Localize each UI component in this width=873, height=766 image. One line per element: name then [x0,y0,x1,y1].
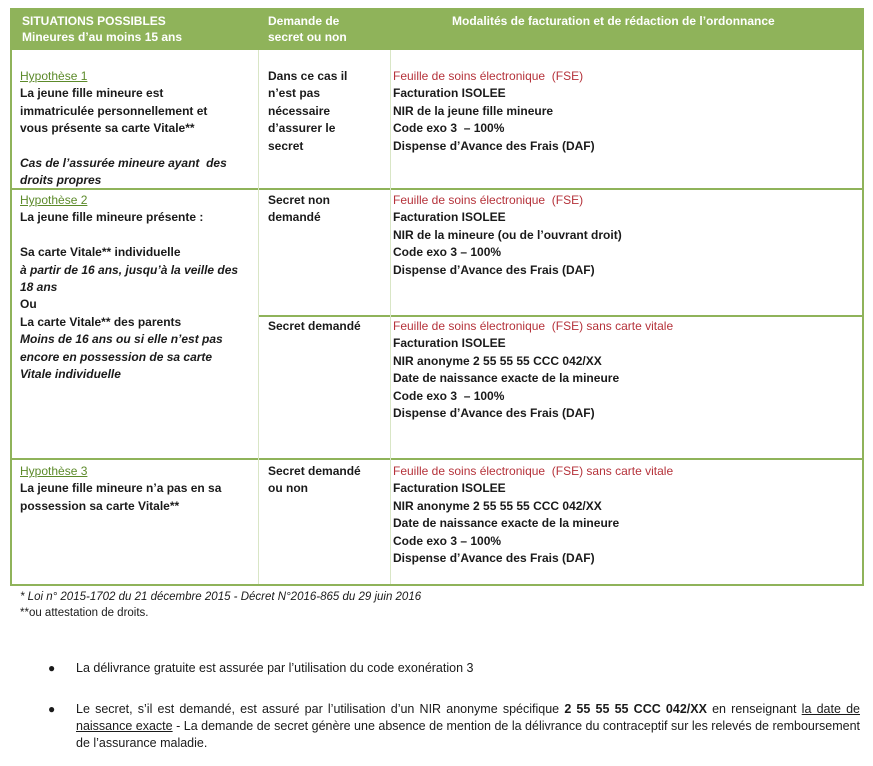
row2-situation: Hypothèse 2 La jeune fille mineure présente : Sa carte Vitale** individuelle à partir de 16 ans, jusqu’à la veille des 18 ans Ou La carte Vitale** des parents Moins de 16 ans ou si elle n’est pas encore en possession de sa carte Vitale individuelle [20,192,256,383]
table-header [12,10,862,50]
row2-title: Hypothèse 2 [20,193,88,207]
header-billing: Modalités de facturation et de rédaction de l’ordonnance [452,14,775,28]
row2b-billing: Feuille de soins électronique (FSE) sans carte vitale Facturation ISOLEE NIR anonyme 2 55 55 55 CCC 042/XX Date de naissance exacte de la mineure Code exo 3 – 100% Dispense d’Avance des Frais (DAF) [393,318,858,422]
row-divider-2 [12,458,862,460]
row3-situation: Hypothèse 3 La jeune fille mineure n’a pas en sa possession sa carte Vitale** [20,463,256,515]
row1-title: Hypothèse 1 [20,69,88,83]
row2a-secret: Secret non demandé [268,193,331,225]
row3-secret: Secret demandé ou non [268,464,361,496]
row2a-billing-title: Feuille de soins électronique (FSE) [393,193,584,207]
header-secret: Demande de secret ou non [268,14,347,44]
row-divider-2a [258,315,862,317]
row1-billing-title: Feuille de soins électronique (FSE) [393,69,584,83]
modalities-table [10,8,864,586]
header-situations: SITUATIONS POSSIBLES Mineures d’au moins 15 ans [22,14,183,44]
row2b-secret: Secret demandé [268,319,361,333]
column-divider-2 [390,50,391,584]
row1-situation: Hypothèse 1 La jeune fille mineure est immatriculée personnellement et vous présente sa carte Vitale** Cas de l’assurée mineure ayant des droits propres [20,68,256,190]
bullet-free-delivery: ● La délivrance gratuite est assurée par l’utilisation du code exonération 3 [48,661,474,675]
row3-title: Hypothèse 3 [20,464,88,478]
row1-billing: Feuille de soins électronique (FSE) Facturation ISOLEE NIR de la jeune fille mineure Code exo 3 – 100% Dispense d’Avance des Frais (DAF) [393,68,858,155]
row2b-billing-title: Feuille de soins électronique (FSE) sans carte vitale [393,319,674,333]
row1-secret: Dans ce cas il n’est pas nécessaire d’assurer le secret [268,69,348,153]
row2a-billing: Feuille de soins électronique (FSE) Facturation ISOLEE NIR de la mineure (ou de l’ouvrant droit) Code exo 3 – 100% Dispense d’Avance des Frais (DAF) [393,192,858,279]
column-divider-1 [258,50,259,584]
row3-billing: Feuille de soins électronique (FSE) sans carte vitale Facturation ISOLEE NIR anonyme 2 55 55 55 CCC 042/XX Date de naissance exacte de la mineure Code exo 3 – 100% Dispense d’Avance des Frais (DAF) [393,463,858,567]
bullet-dot-icon: ● [48,702,56,716]
row3-billing-title: Feuille de soins électronique (FSE) sans carte vitale [393,464,674,478]
footnote-law: * Loi n° 2015-1702 du 21 décembre 2015 - Décret N°2016-865 du 29 juin 2016 [20,591,422,603]
footnote-attestation: **ou attestation de droits. [20,607,149,619]
bullet-dot-icon: ● [48,661,56,675]
bullet-secret: ● Le secret, s’il est demandé, est assuré par l’utilisation d’un NIR anonyme spécifique 2 55 55 55 CCC 042/XX en renseignant la date de naissance exacte - La demande de secret génère une absence de mention de la délivrance du contraceptif sur les relevés de remboursement de l’assurance maladie. [48,702,861,750]
